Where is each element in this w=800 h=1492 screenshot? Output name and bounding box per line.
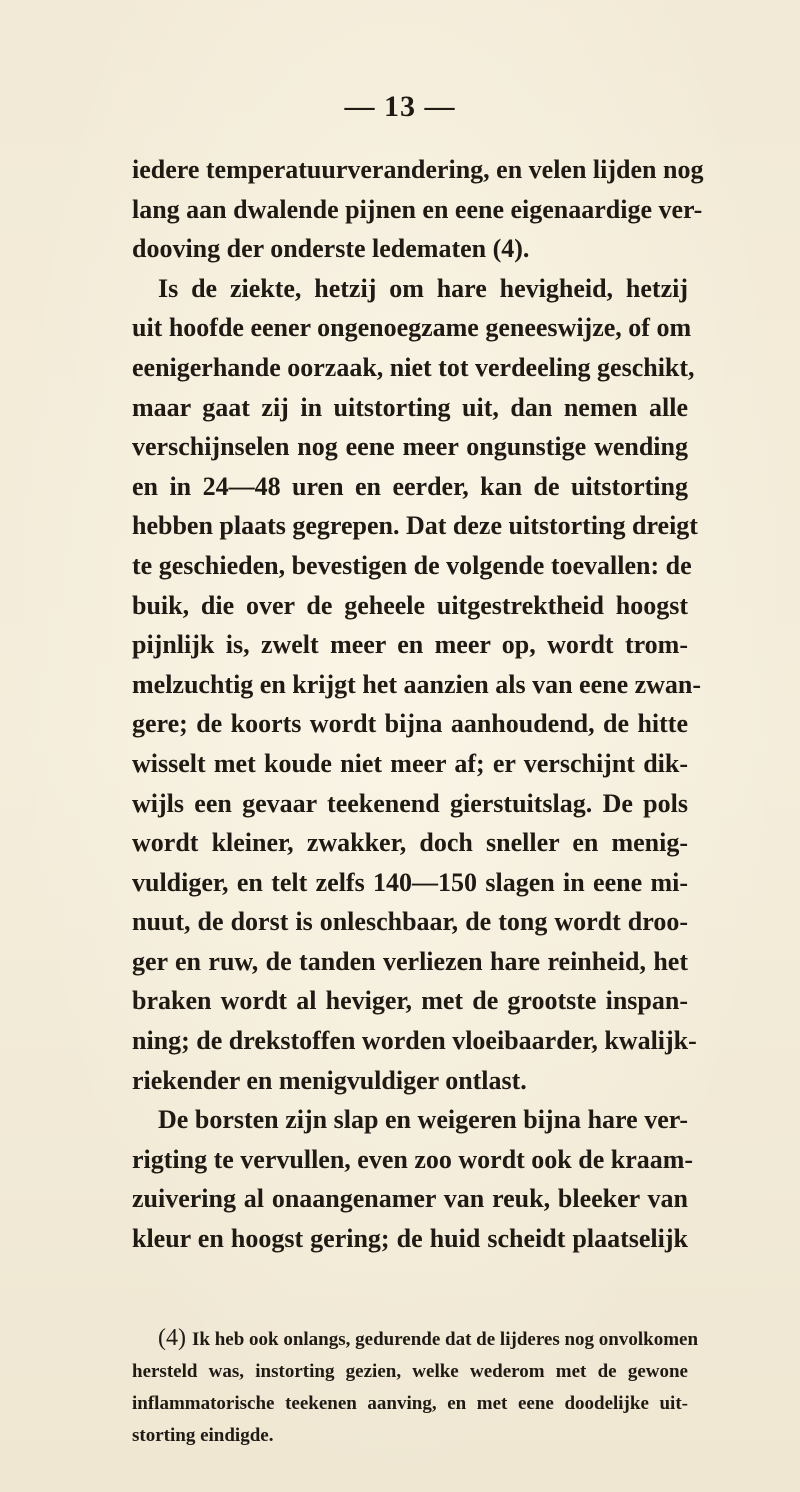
- text-line: zuivering al onaangenamer van reuk, bleeker van: [132, 1184, 688, 1214]
- text-line: wijls een gevaar teekenend gierstuitslag. De pols: [132, 788, 688, 818]
- text-line: en in 24—48 uren en eerder, kan de uitstorting: [132, 471, 688, 501]
- text-line: wisselt met koude niet meer af; er verschijnt dik-: [132, 748, 688, 778]
- text-line: nuut, de dorst is onleschbaar, de tong wordt droo-: [132, 907, 688, 937]
- text-line: gere; de koorts wordt bijna aanhoudend, de hitte: [132, 709, 688, 739]
- text-line: riekender en menigvuldiger ontlast.: [132, 1065, 527, 1095]
- text-line: uit hoofde eener ongenoegzame geneeswijze, of om: [132, 313, 692, 343]
- text-line: pijnlijk is, zwelt meer en meer op, wordt trom-: [132, 630, 688, 660]
- text-line: Is de ziekte, hetzij om hare hevigheid, hetzij: [158, 273, 688, 303]
- footnote: [132, 1322, 699, 1452]
- text-line: verschijnselen nog eene meer ongunstige wending: [132, 432, 688, 462]
- footnote-line: [132, 1322, 699, 1356]
- footnote-text: Ik heb ook onlangs, gedurende dat de lijderes nog onvolkomen: [191, 1329, 699, 1350]
- text-line: rigting te vervullen, even zoo wordt ook de kraam-: [132, 1144, 694, 1174]
- text-line: ger en ruw, de tanden verliezen hare reinheid, het: [132, 946, 688, 976]
- footnote-marker: (4): [158, 1325, 186, 1351]
- footnote-line: inflammatorische teekenen aanving, en met eene doodelijke uit-: [132, 1393, 688, 1414]
- text-line: maar gaat zij in uitstorting uit, dan nemen alle: [132, 392, 688, 422]
- text-line: eenigerhande oorzaak, niet tot verdeeling geschikt,: [132, 352, 695, 382]
- text-line: hebben plaats gegrepen. Dat deze uitstorting dreigt: [132, 511, 698, 541]
- text-line: wordt kleiner, zwakker, doch sneller en menig-: [132, 828, 688, 858]
- text-line: vuldiger, en telt zelfs 140—150 slagen in eene mi-: [132, 867, 688, 897]
- text-line: te geschieden, bevestigen de volgende toevallen: de: [132, 550, 692, 580]
- text-line: braken wordt al heviger, met de grootste inspan-: [132, 986, 688, 1016]
- page-number: — 13 —: [344, 90, 456, 123]
- text-line: melzuchtig en krijgt het aanzien als van eene zwan-: [132, 669, 702, 699]
- footnote-line: storting eindigde.: [132, 1425, 274, 1446]
- text-line: De borsten zijn slap en weigeren bijna hare ver-: [158, 1105, 688, 1135]
- text-line: buik, die over de geheele uitgestrektheid hoogst: [132, 590, 688, 620]
- body-text: [132, 150, 704, 1259]
- text-line: ning; de drekstoffen worden vloeibaarder, kwalijk-: [132, 1026, 697, 1056]
- text-line: iedere temperatuurverandering, en velen lijden nog: [132, 155, 704, 184]
- text-line: dooving der onderste ledematen (4).: [132, 234, 530, 264]
- footnote-line: hersteld was, instorting gezien, welke wederom met de gewone: [132, 1361, 688, 1382]
- text-line: kleur en hoogst gering; de huid scheidt plaatselijk: [132, 1224, 688, 1254]
- text-line: lang aan dwalende pijnen en eene eigenaardige ver-: [132, 194, 703, 224]
